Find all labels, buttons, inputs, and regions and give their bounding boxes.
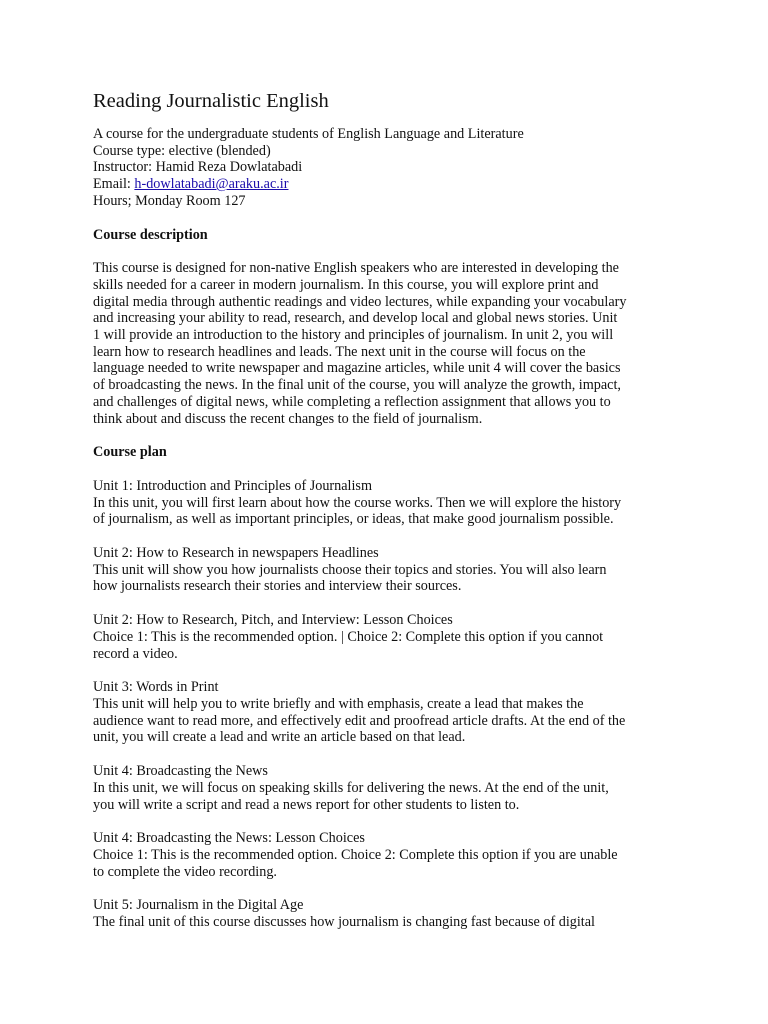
document-title: Reading Journalistic English xyxy=(93,90,329,112)
unit-title: Unit 2: How to Research in newspapers Headlines xyxy=(93,545,379,562)
course-meta xyxy=(93,126,683,210)
description-line: This course is designed for non-native English speakers who are interested in developing the xyxy=(93,260,619,277)
unit-block xyxy=(93,679,683,746)
plan-heading: Course plan xyxy=(93,444,167,461)
unit-title: Unit 1: Introduction and Principles of Journalism xyxy=(93,477,372,494)
unit-description-line: unit, you will create a lead and write an article based on that lead. xyxy=(93,729,466,746)
course-instructor: Instructor: Hamid Reza Dowlatabadi xyxy=(93,159,303,176)
unit-block xyxy=(93,763,683,813)
email-label: Email: xyxy=(93,176,135,193)
unit-description-line: This unit will show you how journalists choose their topics and stories. You will also learn xyxy=(93,561,607,578)
unit-description-line: to complete the video recording. xyxy=(93,863,277,880)
description-line: language needed to write newspaper and magazine articles, while unit 4 will cover the basics xyxy=(93,360,621,377)
description-line: 1 will provide an introduction to the history and principles of journalism. In unit 2, you will xyxy=(93,327,614,344)
unit-block xyxy=(93,545,683,595)
description-line: and challenges of digital news, while completing a reflection assignment that allows you to xyxy=(93,393,611,410)
email-link[interactable]: h-dowlatabadi@araku.ac.ir xyxy=(134,176,289,193)
course-hours: Hours; Monday Room 127 xyxy=(93,192,246,209)
description-line: skills needed for a career in modern journalism. In this course, you will explore print and xyxy=(93,276,599,293)
unit-block xyxy=(93,830,683,880)
unit-title: Unit 4: Broadcasting the News: Lesson Choices xyxy=(93,830,365,847)
unit-block xyxy=(93,897,683,930)
course-plan-units xyxy=(93,478,683,931)
description-line: digital media through authentic readings and video lectures, while expanding your vocabulary xyxy=(93,293,627,310)
course-email-line xyxy=(93,176,683,193)
unit-title: Unit 2: How to Research, Pitch, and Interview: Lesson Choices xyxy=(93,612,453,629)
unit-title: Unit 4: Broadcasting the News xyxy=(93,763,268,780)
unit-description-line: The final unit of this course discusses how journalism is changing fast because of digital xyxy=(93,914,595,931)
unit-block xyxy=(93,478,683,528)
description-paragraph xyxy=(93,260,683,427)
document-page xyxy=(93,88,683,931)
unit-description-line: you will write a script and read a news report for other students to listen to. xyxy=(93,796,520,813)
unit-title: Unit 3: Words in Print xyxy=(93,679,219,696)
unit-description-line: Choice 1: This is the recommended option. | Choice 2: Complete this option if you cannot xyxy=(93,628,604,645)
course-type: Course type: elective (blended) xyxy=(93,142,271,159)
unit-description-line: In this unit, we will focus on speaking skills for delivering the news. At the end of the unit, xyxy=(93,779,609,796)
course-audience: A course for the undergraduate students of English Language and Literature xyxy=(93,126,524,142)
unit-description-line: This unit will help you to write briefly and with emphasis, create a lead that makes the xyxy=(93,695,584,712)
description-heading: Course description xyxy=(93,226,208,243)
description-line: think about and discuss the recent changes to the field of journalism. xyxy=(93,410,483,427)
unit-description-line: of journalism, as well as important principles, or ideas, that make good journalism possible. xyxy=(93,511,614,528)
unit-description-line: audience want to read more, and effectively edit and proofread article drafts. At the end of the xyxy=(93,712,626,729)
unit-description-line: record a video. xyxy=(93,645,178,662)
description-line: learn how to research headlines and leads. The next unit in the course will focus on the xyxy=(93,343,586,360)
unit-title: Unit 5: Journalism in the Digital Age xyxy=(93,897,304,914)
unit-description-line: Choice 1: This is the recommended option. Choice 2: Complete this option if you are unable xyxy=(93,846,618,863)
unit-description-line: In this unit, you will first learn about how the course works. Then we will explore the history xyxy=(93,494,622,511)
description-line: of broadcasting the news. In the final unit of the course, you will analyze the growth, impact, xyxy=(93,377,621,394)
unit-description-line: how journalists research their stories and interview their sources. xyxy=(93,578,462,595)
unit-block xyxy=(93,612,683,662)
description-line: and increasing your ability to read, research, and develop local and global news stories. Unit xyxy=(93,310,618,327)
